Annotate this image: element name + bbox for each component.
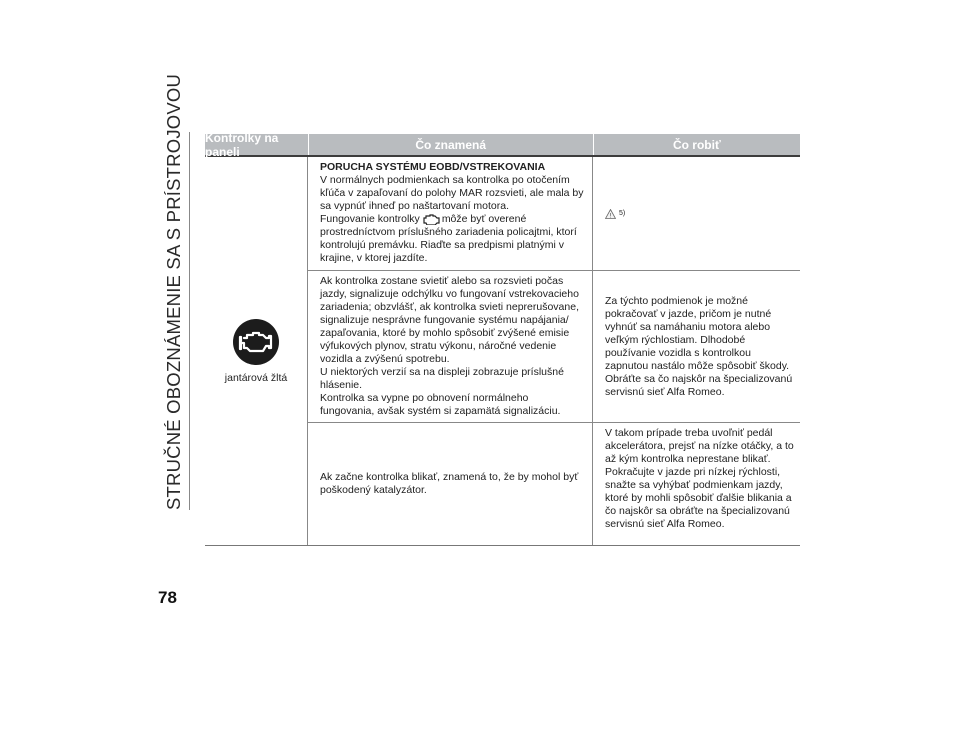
meaning-text: Ak kontrolka zostane svietiť alebo sa rozsvieti počas jazdy, signalizuje odchýlku vo fungovaní vstrekovacieho zariadenia; obzvlášť, ak kontrolka svieti neprerušovane, signalizuje nesprávne fungovanie systému napájania/ zapaľovania, ktoré by mohlo spôsobiť zvýšené emisie výfukových plynov, stratu výkonu, náročné vedenie vozidla a zvýšenú spotrebu.	[320, 275, 579, 365]
action-text: Za týchto podmienok je možné pokračovať v jazde, pričom je nutné vyhnúť sa namáhaniu motora alebo veľkým rýchlostiam. Dlhodobé používanie vozidla s kontrolkou zapnutou nastálo môže spôsobiť škody.	[605, 294, 790, 372]
lamp-color-label: jantárová žltá	[224, 372, 288, 384]
fault-heading: PORUCHA SYSTÉMU EOBD/VSTREKOVANIA	[320, 161, 546, 173]
warning-triangle-icon	[605, 209, 616, 219]
chapter-title-text: STRUČNÉ OBOZNÁMENIE SA S PRÍSTROJOVOU	[163, 73, 184, 510]
meaning-cell	[308, 271, 593, 422]
action-text: Pokračujte v jazde pri nízkej rýchlosti, snažte sa vyhýbať podmienkam jazdy, ktoré by mohli spôsobiť ďalšie blikania a čo najskôr sa obráťte na špecializovanú servisnú sieť Alfa Romeo.	[605, 466, 792, 530]
table-row	[308, 423, 800, 545]
table-rows	[308, 157, 800, 545]
table-row	[308, 271, 800, 423]
action-cell	[593, 423, 800, 545]
action-cell	[593, 271, 800, 422]
engine-inline-icon	[422, 213, 440, 225]
meaning-text-part: Fungovanie kontrolky	[320, 213, 420, 225]
table-body	[205, 157, 800, 546]
warning-lights-table	[205, 130, 800, 546]
header-panel-lights: Kontrolky na paneli	[205, 134, 309, 155]
engine-check-icon	[232, 318, 280, 366]
meaning-cell	[308, 423, 593, 545]
footnote-reference: 5)	[619, 210, 626, 217]
meaning-cell	[308, 157, 593, 270]
meaning-text-part: môže byť overené prostredníctvom príslušného zariadenia policajtmi, ktorí kontrolujú premávku. Riaďte sa predpismi platnými v krajine, v ktorej jazdíte.	[320, 213, 577, 264]
warning-reference	[605, 207, 625, 220]
table-row	[308, 157, 800, 271]
meaning-text: V normálnych podmienkach sa kontrolka po otočením kľúča v zapaľovaní do polohy MAR rozsvieti, ale mala by sa vypnúť ihneď po naštartovaní motora.	[320, 174, 584, 212]
meaning-text	[320, 213, 584, 265]
meaning-text: Kontrolka sa vypne po obnovení normálneho fungovania, avšak systém si zapamätá signalizáciu.	[320, 392, 561, 417]
chapter-divider	[189, 132, 190, 510]
lamp-cell	[205, 157, 308, 545]
header-meaning: Čo znamená	[309, 134, 594, 155]
meaning-text: Ak začne kontrolka blikať, znamená to, že by mohol byť poškodený katalyzátor.	[320, 471, 579, 496]
svg-text:!: !	[609, 213, 612, 219]
action-text: V takom prípade treba uvoľniť pedál akcelerátora, prejsť na nízke otáčky, a to až kým kontrolka neprestane blikať.	[605, 427, 794, 465]
table-header	[205, 130, 800, 159]
header-action: Čo robiť	[672, 137, 721, 152]
action-cell	[593, 157, 800, 270]
meaning-text: U niektorých verzií sa na displeji zobrazuje príslušné hlásenie.	[320, 366, 564, 391]
action-text: Obráťte sa čo najskôr na špecializovanú servisnú sieť Alfa Romeo.	[605, 372, 793, 398]
chapter-side-title	[163, 73, 187, 510]
page-number: 78	[158, 588, 177, 607]
